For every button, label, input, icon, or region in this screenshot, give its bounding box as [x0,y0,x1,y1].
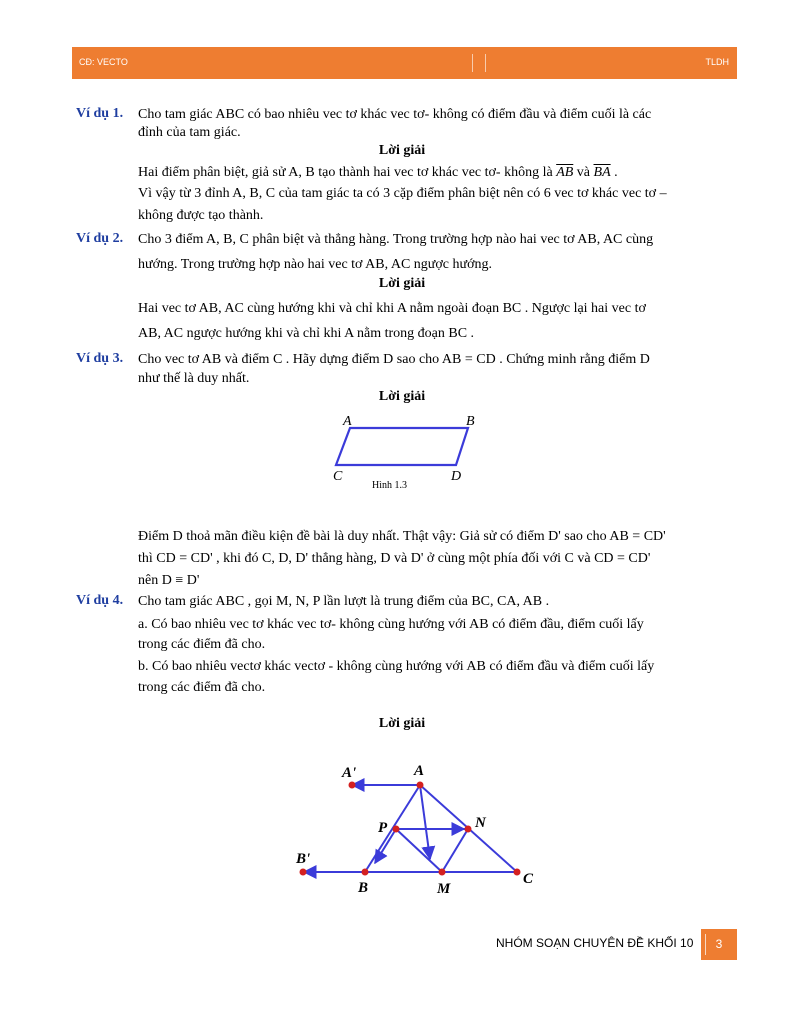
segment-nm [442,829,468,872]
footer-text: NHÓM SOẠN CHUYÊN ĐỀ KHỐI 10 [496,936,694,950]
ex4-question-line1: Cho tam giác ABC , gọi M, N, P lần lượt là trung điểm của BC, CA, AB . [138,594,550,609]
point-a1 [349,782,356,789]
ex1-answer-text: Hai điểm phân biệt, giả sử A, B tạo thành hai vec tơ khác vec tơ- không là [138,165,553,180]
ex1-answer-line3: không được tạo thành. [138,208,264,223]
point-p [393,826,400,833]
label-a: A [414,763,425,779]
label-p: P [378,820,388,836]
ex1-answer-line1: Hai điểm phân biệt, giả sử A, B tạo thành hai vec tơ khác vec tơ- không là $\overline{AB}$ và $\overline{BA}$ . [138,165,618,180]
arrow-a-m [420,785,430,859]
ex2-answer-line1: Hai vec tơ AB, AC cùng hướng khi và chỉ khi A nằm ngoài đoạn BC . Ngược lại hai vec tơ [138,301,646,316]
point-n [465,826,472,833]
ex3-answer-line2: thì CD = CD' , khi đó C, D, D' thẳng hàng, D và D' ở cùng một phía đối với C và CD = CD' [138,551,651,566]
ex3-question-line1: Cho vec tơ AB và điểm C . Hãy dựng điểm D sao cho AB = CD . Chứng minh rằng điểm D [138,352,650,367]
ex4-question-a-line2: trong các điểm đã cho. [138,637,266,652]
triangle-midpoints-figure [290,755,550,900]
header-right: TLDH [705,57,729,67]
example-4-label: Ví dụ 4. [76,593,124,608]
ex4-solution-heading: Lời giải [378,716,426,731]
header-divider [472,54,486,72]
figure-caption: Hình 1.3 [372,480,407,491]
page-header [72,47,737,79]
ex4-question-a-line1: a. Có bao nhiêu vec tơ khác vec tơ- không cùng hướng với AB có điểm đầu, điểm cuối lấy [138,617,644,632]
ex1-answer-line2: Vì vậy từ 3 đỉnh A, B, C của tam giác ta có 3 cặp điểm phân biệt nên có 6 vec tơ khác vec tơ – [138,186,667,201]
label-c: C [523,871,534,887]
vector-ba: $\overline{BA}$ [593,165,611,180]
ex3-answer-line3: nên D ≡ D' [138,573,200,588]
point-label-d: D [451,469,462,484]
ex3-question-line2: như thế là duy nhất. [138,371,250,386]
ex2-solution-heading: Lời giải [378,276,426,291]
point-a [417,782,424,789]
ex4-question-b-line2: trong các điểm đã cho. [138,680,266,695]
point-label-a: A [343,414,352,429]
point-label-b: B [466,414,475,429]
segment-pm [396,829,442,872]
example-1-label: Ví dụ 1. [76,106,124,121]
parallelogram-shape [336,428,468,465]
label-a1: A' [342,765,357,781]
point-label-c: C [333,469,343,484]
ex2-answer-line2: AB, AC ngược hướng khi và chỉ khi A nằm trong đoạn BC . [138,326,475,341]
label-n: N [475,815,486,831]
ex4-question-b-line1: b. Có bao nhiêu vectơ khác vectơ - không cùng hướng với AB có điểm đầu và điểm cuối lấy [138,659,655,674]
ex3-answer-line1: Điểm D thoả mãn điều kiện đề bài là duy nhất. Thật vậy: Giả sử có điểm D' sao cho AB = CD' [138,529,666,544]
point-c [514,869,521,876]
ex1-question-line1: Cho tam giác ABC có bao nhiêu vec tơ khác vec tơ- không có điểm đầu và điểm cuối là các [138,107,652,122]
point-m [439,869,446,876]
ex1-answer-and: và [576,165,591,180]
header-left: CĐ: VECTO [79,57,128,67]
parallelogram-figure [325,408,495,494]
label-b1: B' [296,851,311,867]
vector-ab: $\overline{AB}$ [556,165,574,180]
ex1-question-line2: đỉnh của tam giác. [138,125,241,140]
example-2-label: Ví dụ 2. [76,231,124,246]
point-b [362,869,369,876]
ex1-solution-heading: Lời giải [378,143,426,158]
ex3-solution-heading: Lời giải [378,389,426,404]
page-number: 3 [701,929,737,960]
example-3-label: Ví dụ 3. [76,351,124,366]
point-b1 [300,869,307,876]
label-m: M [437,881,451,897]
ex2-question-line1: Cho 3 điểm A, B, C phân biệt và thẳng hàng. Trong trường hợp nào hai vec tơ AB, AC cùng [138,232,654,247]
ex2-question-line2: hướng. Trong trường hợp nào hai vec tơ AB, AC ngược hướng. [138,257,492,272]
label-b: B [358,880,369,896]
